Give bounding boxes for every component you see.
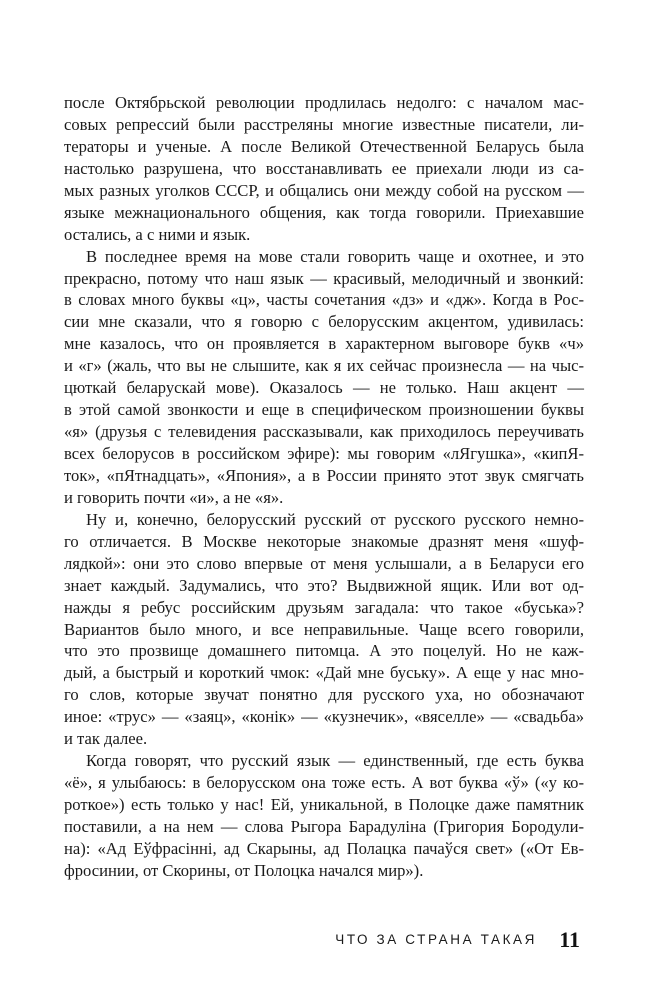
text-line: после Октябрьской революции продлилась недолго: с началом мас-: [64, 93, 584, 112]
text-line: и так далее.: [64, 729, 148, 749]
page-body: [64, 92, 584, 882]
text-line: что это прозвище домашнего питомца. А это поцелуй. Но не каж-: [64, 641, 584, 661]
text-line: цюткай беларускай мове). Оказалось — не только. Наш акцент —: [64, 378, 584, 398]
text-line: фросинии, от Скорины, от Полоцка начался мир»).: [64, 860, 424, 880]
text-line: тераторы и ученые. А после Великой Отечественной Беларусь была: [64, 136, 584, 156]
paragraph: [64, 92, 584, 246]
text-line: на): «Ад Еўфрасіннi, ад Скарыны, ад Полацка пачаўся свет» («От Ев-: [64, 838, 584, 858]
running-head: ЧТО ЗА СТРАНА ТАКАЯ: [335, 932, 537, 947]
text-line: нажды я ребус российским друзьям загадала: что такое «буська»?: [64, 597, 584, 617]
text-line: мне казалось, что он проявляется в характерном выговоре букв «ч»: [64, 334, 584, 354]
text-line: в словах много буквы «ц», часты сочетания «дз» и «дж». Когда в Рос-: [64, 290, 584, 310]
text-line: языке межнационального общения, как тогда говорили. Приехавшие: [64, 202, 584, 222]
text-line: го слов, которые звучат понятно для русского уха, но обозначают: [64, 685, 584, 705]
text-line: в этой самой звонкости и еще в специфическом произношении буквы: [64, 400, 584, 420]
text-line: сии мне сказали, что я говорю с белорусским акцентом, удивилась:: [64, 312, 584, 332]
text-line: Ну и, конечно, белорусский русский от русского русского немно-: [86, 509, 584, 529]
paragraph: [64, 750, 584, 882]
text-line: поставили, а на нем — слова Рыгора Барадуліна (Григория Бородули-: [64, 816, 584, 836]
text-line: настолько разрушена, что восстанавливать ее приехали люди из са-: [64, 158, 584, 178]
text-line: Когда говорят, что русский язык — единственный, где есть буква: [86, 751, 584, 771]
text-line: дый, а быстрый и короткий чмок: «Дай мне буську». А еще у нас мно-: [64, 663, 584, 683]
text-line: «ё», я улыбаюсь: в белорусском она тоже есть. А вот буква «ў» («у ко-: [64, 773, 584, 793]
text-line: лядкой»: они это слово впервые от меня услышали, а в Беларуси его: [64, 553, 584, 573]
paragraph: [64, 509, 584, 750]
text-line: и «г» (жаль, что вы не слышите, как я их сейчас произнесла — на чыс-: [64, 356, 584, 376]
text-line: прекрасно, потому что наш язык — красивый, мелодичный и звонкий:: [64, 268, 584, 288]
text-line: остались, а с ними и язык.: [64, 224, 251, 244]
text-line: всех белорусов в российском эфире): мы говорим «лЯгушка», «кипЯ-: [64, 444, 584, 463]
text-line: В последнее время на мове стали говорить чаще и охотнее, и это: [86, 246, 584, 266]
text-line: и говорить почти «и», а не «я».: [64, 487, 284, 507]
text-line: мых разных уголков СССР, и общались они между собой на русском —: [64, 180, 584, 200]
text-line: роткое») есть только у нас! Ей, уникальной, в Полоцке даже памятник: [64, 795, 584, 814]
text-line: знает каждый. Задумались, что это? Выдвижной ящик. Или вот од-: [64, 575, 584, 595]
text-line: «я» (друзья с телевидения рассказывали, как приходилось переучивать: [64, 422, 584, 442]
page-number: 11: [559, 927, 580, 952]
text-line: ток», «пЯтнадцать», «Япония», а в России принято этот звук смягчать: [64, 465, 584, 485]
paragraph: [64, 246, 584, 509]
text-line: го отличается. В Москве некоторые знакомые дразнят меня «шуф-: [64, 531, 584, 551]
text-line: иное: «трус» — «заяц», «конік» — «кузнечик», «вяселле» — «свадьба»: [64, 707, 584, 727]
text-line: Вариантов было много, и все неправильные. Чаще всего говорили,: [64, 619, 584, 639]
text-line: совых репрессий были расстреляны многие известные писатели, ли-: [64, 114, 584, 134]
page-footer: [0, 928, 645, 952]
